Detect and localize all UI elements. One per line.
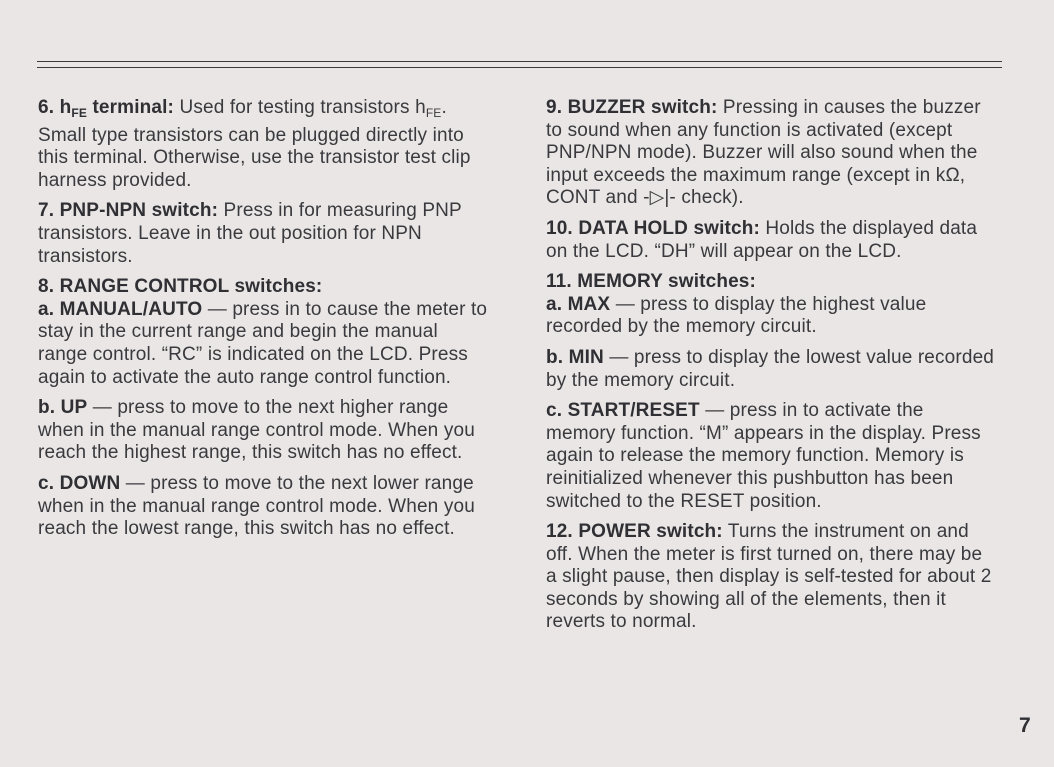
item-7-label: 7. PNP-NPN switch: <box>38 200 219 222</box>
item-11c-start-reset <box>546 400 996 513</box>
item-8c-text: — press to move to the next lower range when in the manual range control mode. When you reach the lowest range, this switch has no effect. <box>38 472 475 540</box>
item-9-label: 9. BUZZER switch: <box>546 97 718 118</box>
item-6-label: 6. $h_{FE}$ terminal: <box>38 97 175 120</box>
item-11b-min <box>546 347 996 392</box>
item-7-pnp-npn-switch <box>38 200 490 268</box>
item-8b-text: — press to move to the next higher range when in the manual range control mode. When you reach the highest range, this switch has no effect. <box>38 397 475 464</box>
item-10-text: Holds the displayed data on the LCD. “DH” will appear on the LCD. <box>546 217 978 262</box>
item-12-label: 12. POWER switch: <box>546 521 723 543</box>
item-8a-text: — press in to cause the meter to stay in the current range and begin the manual range control. “RC” is indicated on the LCD. Press again to activate the auto range control function. <box>38 298 488 388</box>
item-7-text: Press in for measuring PNP transistors. Leave in the out position for NPN transistors. <box>38 200 462 267</box>
item-8c-label: c. DOWN <box>38 472 121 494</box>
item-6-hfe-terminal: 6. $h_{FE}$ terminal: Used for testing transistors $h_{FE}$. Small type transistors can be plugged directly into this terminal. Otherwise, use the transistor test clip harness provided. <box>38 97 471 191</box>
item-11a-label: a. MAX <box>546 293 611 315</box>
item-9-text: Pressing in causes the buzzer to sound when any function is activated (except PNP/NPN mode). Buzzer will also sound when the input exceeds the maximum range (except in kΩ, CONT and <box>546 97 981 209</box>
item-8b-up <box>38 397 490 465</box>
diode-icon: -▷|- <box>643 187 676 209</box>
item-6-text: Used for testing transistors <box>179 97 410 118</box>
item-10-label: 10. DATA HOLD switch: <box>546 217 760 239</box>
item-8c-down <box>38 473 490 541</box>
item-11b-label: b. MIN <box>546 346 604 368</box>
item-8-heading <box>38 276 490 299</box>
item-12-text: Turns the instrument on and off. When the meter is first turned on, there may be a slight pause, then display is self-tested for about 2 seconds by showing all of the elements, then it reverts to normal. <box>546 521 992 633</box>
page-number: 7 <box>1019 714 1031 737</box>
item-12-power-switch <box>546 521 996 634</box>
left-column <box>38 97 490 541</box>
item-8a-label: a. MANUAL/AUTO <box>38 298 203 320</box>
item-9-buzzer-switch: 9. BUZZER switch: Pressing in causes the buzzer to sound when any function is activated (except PNP/NPN mode). Buzzer will also sound when the input exceeds the maximum range (except in kΩ, CONT and -▷|- check). <box>546 97 981 209</box>
item-8a-manual-auto <box>38 299 490 389</box>
item-11-heading <box>546 271 996 294</box>
right-column <box>546 97 996 634</box>
item-10-data-hold-switch <box>546 218 996 263</box>
item-11c-text: — press in to activate the memory function. “M” appears in the display. Press again to release the memory function. Memory is reinitialized whenever this pushbutton has been switched to the RESET position. <box>546 400 981 512</box>
item-11b-text: — press to display the lowest value recorded by the memory circuit. <box>546 346 995 391</box>
item-8b-label: b. UP <box>38 397 88 419</box>
item-11c-label: c. START/RESET <box>546 400 700 422</box>
item-11a-text: — press to display the highest value recorded by the memory circuit. <box>546 293 927 338</box>
item-8-label: 8. RANGE CONTROL switches: <box>38 276 323 298</box>
item-11a-max <box>546 294 996 339</box>
header-rule-top <box>37 61 1002 62</box>
header-rule-bottom <box>37 67 1002 68</box>
item-11-label: 11. MEMORY switches: <box>546 271 756 293</box>
